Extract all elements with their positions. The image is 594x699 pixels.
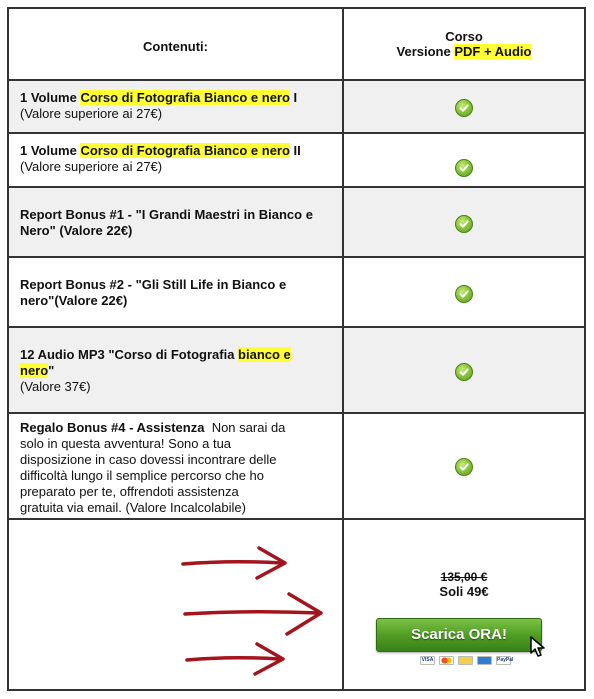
check-icon [455, 285, 473, 303]
new-price: Soli 49€ [439, 584, 489, 599]
contents-title: Contenuti: [143, 39, 208, 54]
old-price: 135,00 € [440, 570, 488, 584]
mastercard-icon [439, 656, 454, 665]
card-icon [458, 656, 473, 665]
comparison-table [7, 7, 586, 691]
table-row [9, 188, 584, 258]
row-description: 1 Volume Corso di Fotografia Bianco e nero II (Valore superiore ai 27€) [20, 143, 301, 174]
row-description: Regalo Bonus #4 - Assistenza Non sarai da solo in questa avventura! Sono a tua disposizione in caso dovessi incontrare delle difficoltà lungo il semplice percorso che ho preparato per te, offrendoti assistenza gratuita via email. (Valore Incalcolabile) [20, 420, 286, 515]
purchase-cell [344, 520, 584, 689]
amex-card-icon [477, 656, 492, 665]
table-header-row [9, 9, 584, 81]
red-arrows-icon [181, 542, 331, 682]
check-icon [455, 215, 473, 233]
check-icon [455, 458, 473, 476]
paypal-icon: PayPal [497, 657, 514, 663]
version-label: Versione PDF + Audio [396, 44, 532, 59]
row-description: 12 Audio MP3 "Corso di Fotografia bianco e nero" (Valore 37€) [20, 347, 291, 394]
header-contents-cell [9, 9, 344, 79]
row-description: Report Bonus #2 - "Gli Still Life in Bianco e nero"(Valore 22€) [20, 277, 287, 308]
course-version-title [344, 29, 584, 59]
version-highlight: PDF + Audio [454, 44, 532, 59]
check-icon [455, 363, 473, 381]
table-row [9, 328, 584, 414]
row-description: 1 Volume Corso di Fotografia Bianco e nero I (Valore superiore ai 27€) [20, 90, 298, 121]
table-row [9, 414, 584, 520]
course-label: Corso [445, 29, 483, 44]
table-row [9, 134, 584, 188]
check-icon [455, 159, 473, 177]
download-now-button[interactable]: Scarica ORA! [376, 618, 542, 652]
check-icon [455, 99, 473, 117]
table-row [9, 81, 584, 134]
row-description: Report Bonus #1 - "I Grandi Maestri in Bianco e Nero" (Valore 22€) [20, 207, 313, 238]
cursor-icon [530, 636, 546, 658]
table-row [9, 258, 584, 328]
purchase-row [9, 520, 584, 689]
visa-card-icon: VISA [421, 657, 434, 663]
payment-cards [420, 656, 514, 665]
header-course-cell [344, 9, 584, 79]
